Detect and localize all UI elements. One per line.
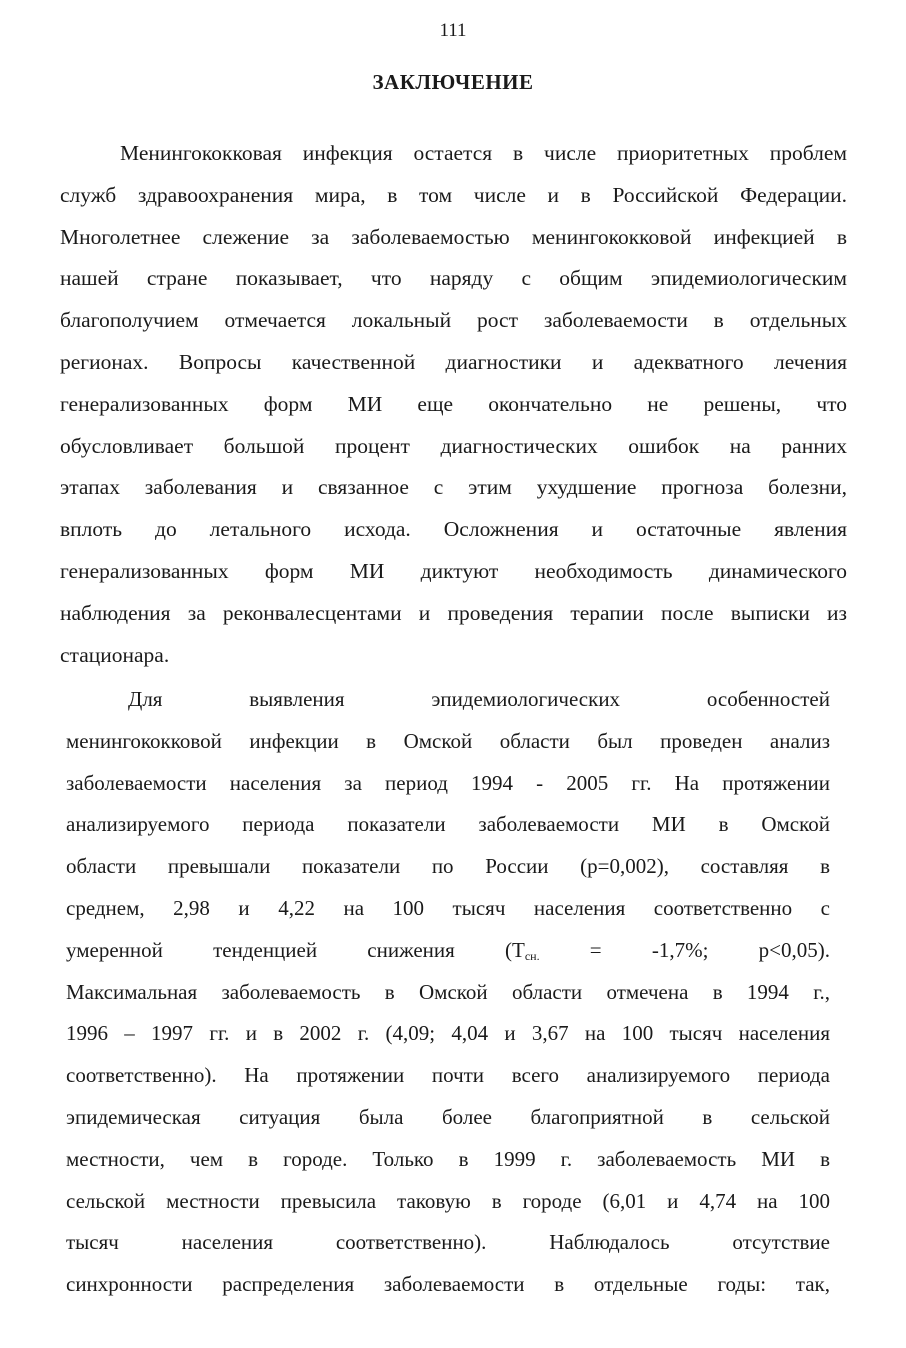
text-line: сельской местности превысила таковую в городе (6,01 и 4,74 на 100 bbox=[66, 1188, 830, 1213]
trend-text-after: = -1,7%; p<0,05). bbox=[539, 937, 830, 962]
text-line: синхронности распределения заболеваемости в отдельные годы: так, bbox=[66, 1272, 830, 1297]
text-line: менингококковой инфекции в Омской области был проведен анализ bbox=[66, 728, 830, 753]
text-line: служб здравоохранения мира, в том числе и в Российской Федерации. bbox=[60, 182, 847, 207]
text-line: анализируемого периода показатели заболеваемости МИ в Омской bbox=[66, 812, 830, 837]
text-line: эпидемическая ситуация была более благоприятной в сельской bbox=[66, 1104, 830, 1129]
text-line: регионах. Вопросы качественной диагностики и адекватного лечения bbox=[60, 349, 847, 374]
text-line: Многолетнее слежение за заболеваемостью менингококковой инфекцией в bbox=[60, 224, 847, 249]
text-line: обусловливает большой процент диагностических ошибок на ранних bbox=[60, 433, 847, 458]
page-number: 111 bbox=[439, 20, 467, 41]
text-line: Менингококковая инфекция остается в числе приоритетных проблем bbox=[120, 141, 847, 165]
text-line: Максимальная заболеваемость в Омской области отмечена в 1994 г., bbox=[66, 979, 830, 1004]
trend-subscript: сн. bbox=[524, 948, 540, 963]
text-line: благополучием отмечается локальный рост заболеваемости в отдельных bbox=[60, 308, 847, 333]
text-line: нашей стране показывает, что наряду с общим эпидемиологическим bbox=[60, 266, 847, 291]
trend-text-line bbox=[66, 930, 830, 972]
text-line: генерализованных форм МИ еще окончательно не решены, что bbox=[60, 391, 847, 416]
text-line: наблюдения за реконвалесцентами и проведения терапии после выписки из bbox=[60, 600, 847, 625]
trend-text-before: умеренной тенденцией снижения (Т bbox=[66, 937, 525, 962]
section-heading: ЗАКЛЮЧЕНИЕ bbox=[372, 70, 534, 94]
paragraph-intro bbox=[60, 133, 847, 676]
text-line: области превышали показатели по России (p=0,002), составляя в bbox=[66, 854, 830, 879]
text-line: 1996 – 1997 гг. и в 2002 г. (4,09; 4,04 и 3,67 на 100 тысяч населения bbox=[66, 1021, 830, 1046]
text-line: стационара. bbox=[60, 642, 170, 667]
paragraph-analysis bbox=[66, 679, 830, 1306]
text-line: вплоть до летального исхода. Осложнения и остаточные явления bbox=[60, 517, 847, 542]
text-line: генерализованных форм МИ диктуют необходимость динамического bbox=[60, 558, 847, 583]
text-line: заболеваемости населения за период 1994 - 2005 гг. На протяжении bbox=[66, 770, 830, 795]
text-line: соответственно). На протяжении почти всего анализируемого периода bbox=[66, 1063, 830, 1088]
text-line: тысяч населения соответственно). Наблюдалось отсутствие bbox=[66, 1230, 830, 1255]
text-line: среднем, 2,98 и 4,22 на 100 тысяч населения соответственно с bbox=[66, 895, 830, 920]
text-line: местности, чем в городе. Только в 1999 г. заболеваемость МИ в bbox=[66, 1146, 830, 1171]
text-line: этапах заболевания и связанное с этим ухудшение прогноза болезни, bbox=[60, 475, 847, 500]
text-line: Для выявления эпидемиологических особенностей bbox=[128, 687, 830, 711]
